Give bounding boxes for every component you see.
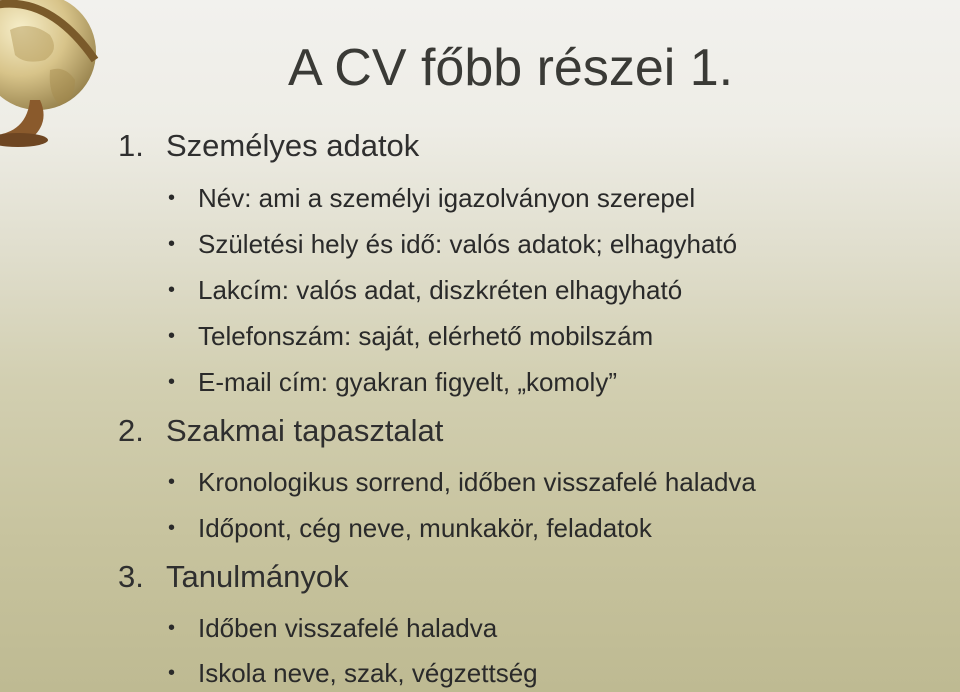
bullet-icon: • bbox=[168, 371, 176, 393]
list-item-text: Időben visszafelé haladva bbox=[198, 613, 498, 643]
section-title: Személyes adatok bbox=[166, 128, 420, 163]
list-item bbox=[168, 513, 652, 544]
section-number: 1. bbox=[118, 128, 144, 163]
section-heading-personal bbox=[118, 128, 419, 164]
slide-title: A CV főbb részei 1. bbox=[288, 39, 734, 97]
section-heading-experience bbox=[118, 413, 443, 449]
list-item bbox=[168, 658, 538, 689]
section-title: Tanulmányok bbox=[166, 559, 349, 594]
section-heading-studies bbox=[118, 559, 349, 595]
bullet-icon: • bbox=[168, 617, 176, 639]
list-item-text: Születési hely és idő: valós adatok; elhagyható bbox=[198, 229, 738, 259]
list-item-text: Név: ami a személyi igazolványon szerepel bbox=[198, 183, 696, 213]
bullet-icon: • bbox=[168, 517, 176, 539]
list-item bbox=[168, 613, 497, 644]
bullet-icon: • bbox=[168, 279, 176, 301]
list-item-text: Iskola neve, szak, végzettség bbox=[198, 658, 538, 688]
bullet-icon: • bbox=[168, 471, 176, 493]
list-item bbox=[168, 229, 737, 260]
list-item bbox=[168, 321, 653, 352]
list-item bbox=[168, 467, 756, 498]
list-item bbox=[168, 183, 695, 214]
section-number: 2. bbox=[118, 413, 144, 448]
list-item-text: Lakcím: valós adat, diszkréten elhagyható bbox=[198, 275, 683, 305]
bullet-icon: • bbox=[168, 187, 176, 209]
bullet-icon: • bbox=[168, 233, 176, 255]
list-item bbox=[168, 275, 682, 306]
bullet-icon: • bbox=[168, 662, 176, 684]
bullet-icon: • bbox=[168, 325, 176, 347]
list-item-text: Kronologikus sorrend, időben visszafelé haladva bbox=[198, 467, 756, 497]
list-item bbox=[168, 367, 617, 398]
list-item-text: E-mail cím: gyakran figyelt, „komoly” bbox=[198, 367, 617, 397]
list-item-text: Telefonszám: saját, elérhető mobilszám bbox=[198, 321, 654, 351]
section-title: Szakmai tapasztalat bbox=[166, 413, 444, 448]
section-number: 3. bbox=[118, 559, 144, 594]
list-item-text: Időpont, cég neve, munkakör, feladatok bbox=[198, 513, 652, 543]
